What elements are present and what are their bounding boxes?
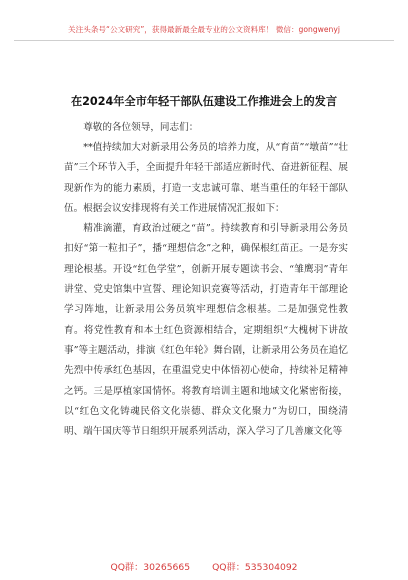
footer-contact [10,560,398,576]
document-body [64,118,348,442]
header-divider [14,40,394,41]
footer-qq-group-2: QQ群：535304092 [212,562,298,573]
body-paragraph-section-one: 精准滴灌，育政治过硬之“苗”。持续教育和引导新录用公务员扣好“第一粒扣子”，播“理想信念”之种，确保根红苗正。一是夯实理论根基。开设“红色学堂”，创新开展专题读书会、“雏鹰羽”青年讲堂、党史馆集中宣誓、理论知识竞赛等活动，打造青年干部理论学习阵地，让新录用公务员筑牢理想信念根基。二是加强党性教育。将党性教育和本土红色资源相结合，定期组织“大槐树下讲故事”等主题活动，排演《红色年轮》舞台剧，让新录用公务员在追忆先烈中传承红色基因，在重温党史中体悟初心使命，持续补足精神之钙。三是厚植家国情怀。将教育培训主题和地域文化紧密衔接，以“红色文化铸魂民俗文化崇德、群众文化聚力”为切口，围绕清明、端午国庆等节日组织开展系列活动，深入学习了几善廉文化等 [64,223,348,438]
footer-qq-group-1: QQ群：30265665 [110,562,191,573]
salutation: 尊敬的各位领导，同志们： [83,122,199,133]
header-banner: 关注头条号“公文研究”，获得最新最全最专业的公文资料库！ 微信：gongwenyj [68,25,340,34]
body-paragraph-intro: **值持续加大对新录用公务员的培养力度，从“育苗”“墩苗”“壮苗”三个环节入手，全面提升年轻干部适应新时代、奋进新征程、展现新作为的能力素质，打造一支忠诚可靠、堪当重任的年轻干部队伍。根据会议安排现将有关工作进展情况汇报如下： [64,142,348,214]
document-title: 在2024年全市年轻干部队伍建设工作推进会上的发言 [70,95,338,108]
